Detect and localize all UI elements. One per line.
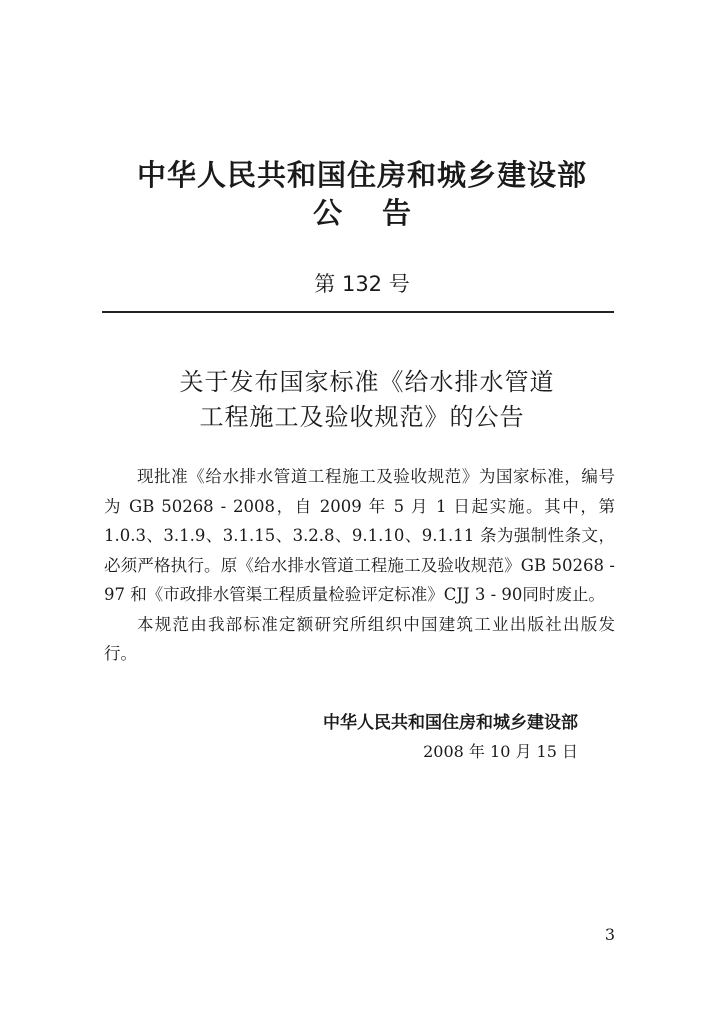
signature-organization: 中华人民共和国住房和城乡建设部: [323, 713, 578, 733]
notice-body: [104, 462, 615, 669]
body-paragraph-approval: 现批准《给水排水管道工程施工及验收规范》为国家标准，编号为 GB 50268 - 2008，自 2009 年 5 月 1 日起实施。其中，第 1.0.3、3.1.9、3.1.15、3.2.8、9.1.10、9.1.11 条为强制性条文，必须严格执行。原《给水排水管道工程施工及验收规范》GB 50268 - 97 和《市政排水管渠工程质量检验评定标准》CJJ 3 - 90同时废止。: [104, 467, 615, 604]
announcement-label: 公告: [312, 196, 451, 230]
issue-number: 第 132 号: [314, 272, 410, 296]
signature-date: 2008 年 10 月 15 日: [423, 742, 578, 761]
page-number: 3: [604, 925, 615, 944]
body-paragraph-publication: 本规范由我部标准定额研究所组织中国建筑工业出版社出版发行。: [104, 614, 615, 663]
notice-title-line-2: 工程施工及验收规范》的公告: [199, 403, 525, 431]
header-divider: [102, 311, 614, 313]
ministry-heading: 中华人民共和国住房和城乡建设部: [136, 158, 587, 192]
notice-title-line-1: 关于发布国家标准《给水排水管道: [179, 368, 555, 396]
